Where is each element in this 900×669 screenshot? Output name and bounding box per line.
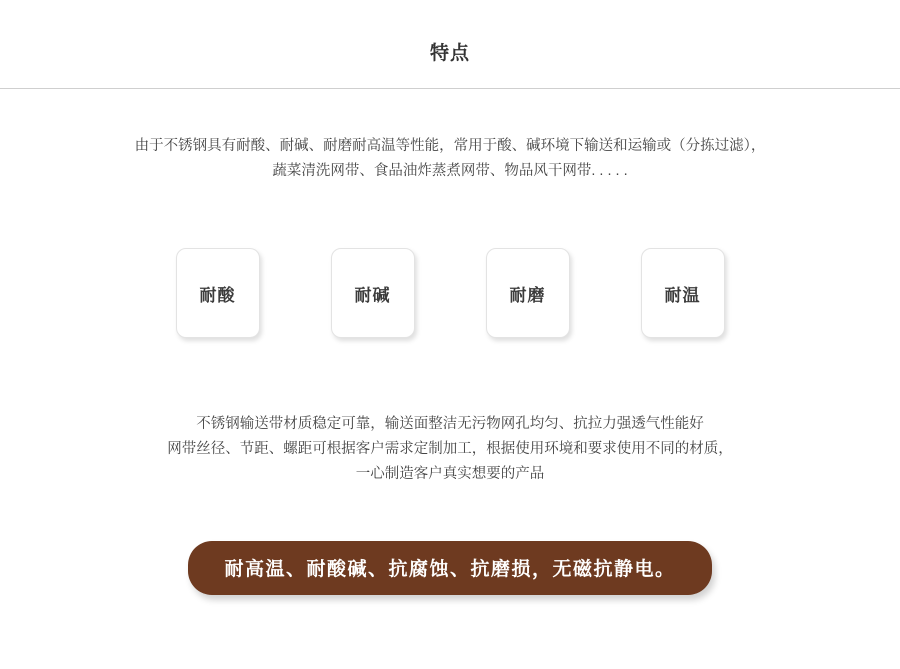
feature-card-label: 耐酸 (199, 285, 236, 305)
page-header (0, 0, 900, 89)
details-line: 网带丝径、节距、螺距可根据客户需求定制加工，根据使用环境和要求使用不同的材质， (167, 441, 733, 457)
feature-card-label: 耐温 (664, 285, 701, 305)
feature-card (486, 248, 570, 338)
details-line: 一心制造客户真实想要的产品 (355, 466, 545, 482)
feature-card-label: 耐磨 (509, 285, 546, 305)
feature-card-label: 耐碱 (354, 285, 391, 305)
feature-card (176, 248, 260, 338)
feature-card-list (0, 248, 900, 338)
header-divider (0, 88, 900, 89)
page-title: 特点 (429, 43, 470, 64)
intro-paragraph (0, 134, 900, 184)
intro-line: 由于不锈钢具有耐酸、耐碱、耐磨耐高温等性能，常用于酸、碱环境下输送和运输或（分拣过滤）， (134, 138, 766, 154)
highlight-banner: 耐高温、耐酸碱、抗腐蚀、抗磨损，无磁抗静电。 (188, 541, 711, 595)
details-paragraph (0, 412, 900, 487)
feature-card (331, 248, 415, 338)
feature-card (641, 248, 725, 338)
banner-container (0, 541, 900, 595)
details-line: 不锈钢输送带材质稳定可靠，输送面整洁无污物网孔均匀、抗拉力强透气性能好 (196, 416, 704, 432)
intro-line: 蔬菜清洗网带、食品油炸蒸煮网带、物品风干网带. . . . . (272, 163, 628, 179)
